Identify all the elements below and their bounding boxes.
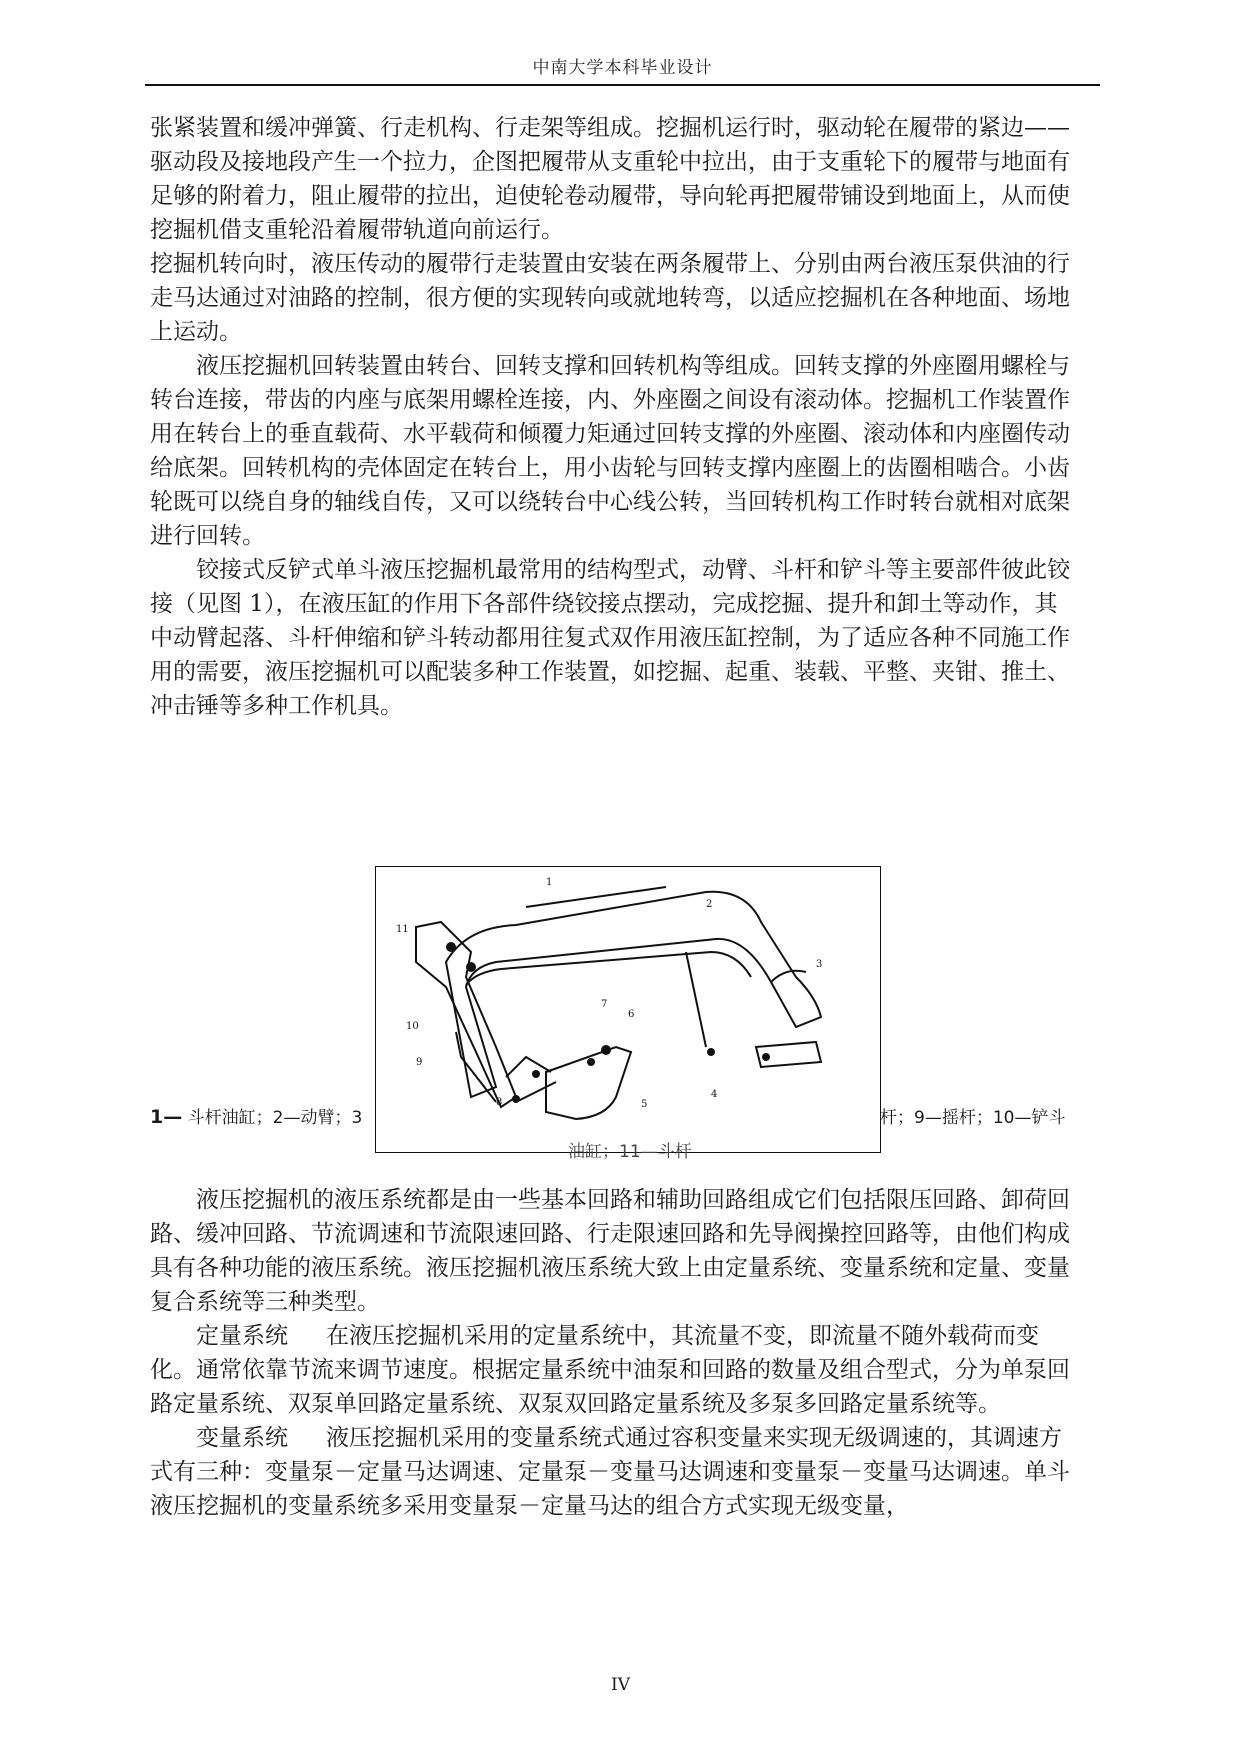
paragraph-backhoe: 铰接式反铲式单斗液压挖掘机最常用的结构型式，动臂、斗杆和铲斗等主要部件彼此铰接（见图 1），在液压缸的作用下各部件绕铰接点摆动，完成挖掘、提升和卸土等动作，其中动臂起落、斗杆伸缩和铲斗转动都用往复式双作用液压缸控制，为了适应各种不同施工作用的需要，液压挖掘机可以配装多种工作装置，如挖掘、起重、装载、平整、夹钳、推土、冲击锤等多种工作机具。 (150, 557, 1070, 719)
boom-cylinder-1 (526, 887, 666, 907)
figure-caption-left (150, 1103, 362, 1128)
boom-inner-line (466, 952, 751, 985)
hydraulic-line-3 (771, 971, 806, 982)
term-variable-system: 变量系统 (196, 1425, 288, 1451)
label-9: 9 (416, 1057, 423, 1068)
paragraph-steering: 挖掘机转向时，液压传动的履带行走装置由安装在两条履带上、分别由两台液压泵供油的行走马达通过对油路的控制，很方便的实现转向或就地转弯，以适应挖掘机在各种地面、场地上运动。 (150, 251, 1070, 345)
rocker-link (516, 1082, 556, 1102)
figure-caption-right: 杆；9—摇杆；10—铲斗 (880, 1108, 1066, 1128)
variable-system-text: 液压挖掘机采用的变量系统式通过容积变量来实现无级调速的，其调速方式有三种：变量泵－定量马达调速、定量泵－变量马达调速和变量泵－变量马达调速。单斗液压挖掘机的变量系统多采用变量泵－定量马达的组合方式实现无级变量， (150, 1425, 1070, 1519)
stick-outline (416, 922, 516, 1107)
text-block-bottom (150, 1183, 1080, 1523)
caption-prefix: 1— (150, 1106, 183, 1128)
excavator-figure (375, 866, 881, 1153)
label-7: 7 (601, 999, 608, 1010)
term-fixed-system: 定量系统 (196, 1323, 288, 1349)
label-2: 2 (706, 899, 713, 910)
page-number: IV (611, 1675, 630, 1695)
label-4: 4 (711, 1089, 718, 1100)
paragraph-track: 张紧装置和缓冲弹簧、行走机构、行走架等组成。挖掘机运行时，驱动轮在履带的紧边——驱动段及接地段产生一个拉力，企图把履带从支重轮中拉出，由于支重轮下的履带与地面有足够的附着力，阻止履带的拉出，迫使轮卷动履带，导向轮再把履带铺设到地面上，从而使挖掘机借支重轮沿着履带轨道向前运行。 (150, 115, 1070, 243)
figure-caption-tail: 油缸；11—斗杆 (568, 1142, 692, 1162)
label-10: 10 (406, 1021, 419, 1032)
paragraph-slewing: 液压挖掘机回转装置由转台、回转支撑和回转机构等组成。回转支撑的外座圈用螺栓与转台连接，带齿的内座与底架用螺栓连接，内、外座圈之间设有滚动体。挖掘机工作装置作用在转台上的垂直载荷、水平载荷和倾覆力矩通过回转支撑的外座圈、滚动体和内座圈传动给底架。回转机构的壳体固定在转台上，用小齿轮与回转支撑内座圈上的齿圈相啮合。小齿轮既可以绕自身的轴线自传，又可以绕转台中心线公转，当回转机构工作时转台就相对底架进行回转。 (150, 353, 1070, 549)
bucket-outline (546, 1047, 631, 1119)
header-rule (145, 84, 1100, 86)
label-8: 8 (496, 1097, 503, 1108)
label-6: 6 (628, 1009, 635, 1020)
page-header: 中南大学本科毕业设计 (532, 58, 713, 78)
boom-cylinder-4 (686, 952, 706, 1047)
paragraph-hydraulic-system: 液压挖掘机的液压系统都是由一些基本回路和辅助回路组成它们包括限压回路、卸荷回路、缓冲回路、节流调速和节流限速回路、行走限速回路和先导阀操控回路等，由他们构成具有各种功能的液压系统。液压挖掘机液压系统大致上由定量系统、变量系统和定量、变量复合系统等三种类型。 (150, 1187, 1070, 1315)
label-1: 1 (546, 877, 553, 888)
excavator-diagram (376, 867, 880, 1152)
label-5: 5 (641, 1099, 648, 1110)
paragraph-variable-system (150, 1421, 1080, 1523)
label-3: 3 (816, 959, 823, 970)
text-block-top (150, 111, 1080, 723)
paragraph-fixed-system (150, 1319, 1080, 1421)
label-11: 11 (396, 924, 409, 935)
fixed-system-text: 在液压挖掘机采用的定量系统中，其流量不变，即流量不随外载荷而变化。通常依靠节流来调节速度。根据定量系统中油泵和回路的数量及组合型式，分为单泵回路定量系统、双泵单回路定量系统、双泵双回路定量系统及多泵多回路定量系统等。 (150, 1323, 1070, 1417)
caption-left-text: 斗杆油缸；2—动臂；3 (182, 1108, 363, 1128)
bucket-link (506, 1057, 551, 1077)
